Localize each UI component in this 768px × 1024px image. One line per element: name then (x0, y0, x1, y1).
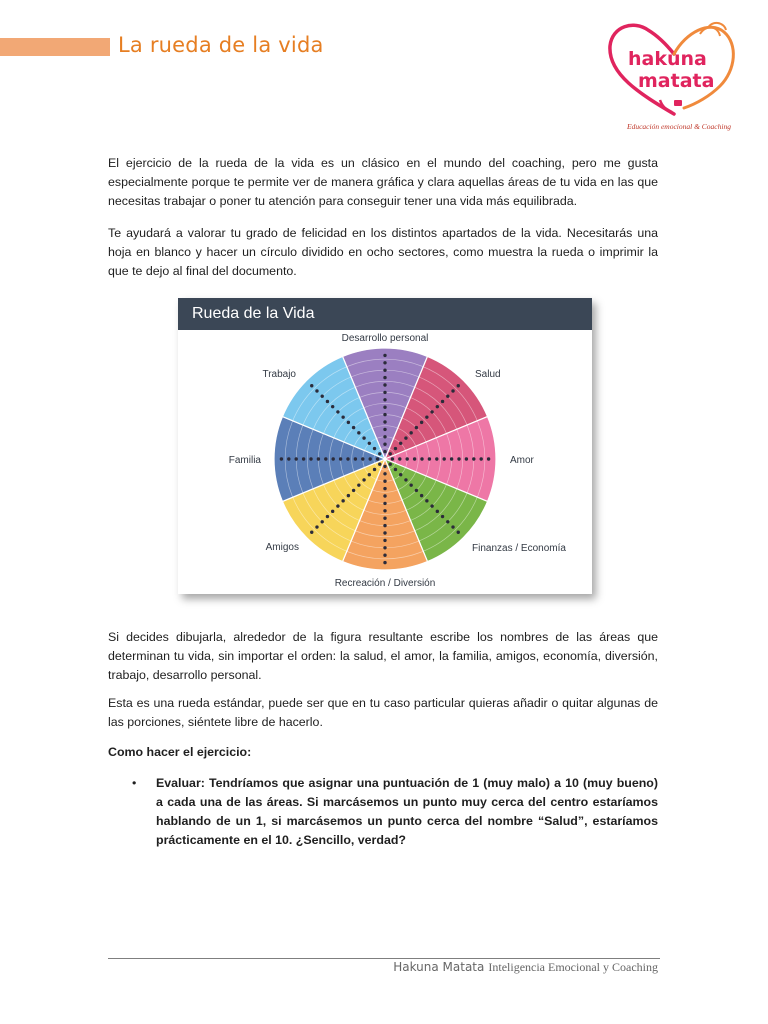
scale-dot (383, 443, 386, 446)
wheel-diagram (178, 330, 592, 594)
scale-dot (339, 457, 342, 460)
scale-dot (420, 494, 423, 497)
scale-dot (441, 400, 444, 403)
scale-dot (309, 457, 312, 460)
scale-dot (383, 531, 386, 534)
scale-dot (326, 400, 329, 403)
scale-dot (436, 405, 439, 408)
scale-dot (383, 398, 386, 401)
scale-dot (378, 452, 381, 455)
scale-dot (383, 369, 386, 372)
scale-dot (357, 431, 360, 434)
scale-dot (315, 389, 318, 392)
scale-dot (373, 447, 376, 450)
scale-dot (368, 473, 371, 476)
scale-dot (383, 391, 386, 394)
scale-dot (457, 384, 460, 387)
scale-dot (383, 480, 386, 483)
scale-dot (383, 361, 386, 364)
scale-dot (398, 457, 401, 460)
scale-dot (383, 487, 386, 490)
figure-title: Rueda de la Vida (178, 298, 592, 330)
scale-dot (332, 457, 335, 460)
scale-dot (352, 426, 355, 429)
section-heading: Como hacer el ejercicio: (108, 745, 252, 759)
scale-dot (430, 504, 433, 507)
scale-dot (346, 457, 349, 460)
scale-dot (280, 457, 283, 460)
scale-dot (383, 561, 386, 564)
scale-dot (378, 463, 381, 466)
scale-dot (321, 395, 324, 398)
scale-dot (373, 468, 376, 471)
scale-dot (352, 489, 355, 492)
scale-dot (287, 457, 290, 460)
scale-dot (331, 405, 334, 408)
scale-dot (428, 457, 431, 460)
scale-dot (383, 546, 386, 549)
scale-dot (415, 489, 418, 492)
scale-dot (420, 457, 423, 460)
scale-dot (383, 509, 386, 512)
logo-word-1: hakuna (628, 48, 707, 70)
header-accent-bar (0, 38, 110, 56)
scale-dot (341, 499, 344, 502)
scale-dot (399, 473, 402, 476)
scale-dot (420, 421, 423, 424)
scale-dot (383, 428, 386, 431)
scale-dot (436, 510, 439, 513)
scale-dot (383, 354, 386, 357)
hakuna-matata-logo (600, 14, 748, 140)
scale-dot (310, 531, 313, 534)
scale-dot (383, 517, 386, 520)
scale-dot (389, 463, 392, 466)
scale-dot (383, 435, 386, 438)
scale-dot (295, 457, 298, 460)
scale-dot (347, 421, 350, 424)
wheel-of-life-figure (178, 298, 592, 594)
footer-brand: Hakuna Matata (393, 960, 485, 974)
scale-dot (383, 413, 386, 416)
scale-dot (450, 457, 453, 460)
scale-dot (451, 389, 454, 392)
sector-label: Desarrollo personal (341, 333, 429, 344)
scale-dot (443, 457, 446, 460)
scale-dot (336, 410, 339, 413)
scale-dot (310, 384, 313, 387)
logo-word-2: matata (638, 70, 715, 92)
scale-dot (347, 494, 350, 497)
scale-dot (465, 457, 468, 460)
scale-dot (362, 478, 365, 481)
sector-label: Salud (475, 369, 501, 380)
scale-dot (399, 442, 402, 445)
scale-dot (389, 452, 392, 455)
list-item (108, 774, 658, 850)
sector-label: Amor (510, 455, 534, 466)
scale-dot (487, 457, 490, 460)
scale-dot (425, 415, 428, 418)
scale-dot (383, 539, 386, 542)
logo-subtitle: Educación emocional & Coaching (627, 122, 731, 131)
scale-dot (331, 510, 334, 513)
scale-dot (324, 457, 327, 460)
instructions-list (108, 774, 658, 850)
scale-dot (341, 415, 344, 418)
scale-dot (383, 465, 386, 468)
scale-dot (383, 450, 386, 453)
scale-dot (383, 406, 386, 409)
scale-dot (383, 524, 386, 527)
scale-dot (391, 457, 394, 460)
scale-dot (354, 457, 357, 460)
scale-dot (326, 515, 329, 518)
scale-dot (315, 525, 318, 528)
scale-dot (383, 420, 386, 423)
scale-dot (383, 502, 386, 505)
scale-dot (446, 520, 449, 523)
scale-dot (457, 531, 460, 534)
scale-dot (362, 436, 365, 439)
scale-dot (480, 457, 483, 460)
scale-dot (409, 431, 412, 434)
paragraph-intro: El ejercicio de la rueda de la vida es un clásico en el mundo del coaching, pero me gusta especialmente porque te permite ver de manera gráfica y clara aquellas áreas de tu vida en las que necesitas trabajar o poner tu atención para conseguir tener una vida más equilibrada. (108, 156, 658, 208)
paragraph-standard: Esta es una rueda estándar, puede ser que en tu caso particular quieras añadir o quitar algunas de las porciones, siéntete libre de hacerlo. (108, 696, 658, 729)
scale-dot (321, 520, 324, 523)
paragraph-draw: Si decides dibujarla, alrededor de la figura resultante escribe los nombres de las áreas que determinan tu vida, sin importar el orden: la salud, el amor, la familia, amigos, economía, diversión, trabajo, desarrollo personal. (108, 630, 658, 682)
scale-dot (472, 457, 475, 460)
scale-dot (441, 515, 444, 518)
page-title: La rueda de la vida (118, 33, 324, 57)
sector-label: Finanzas / Economía (472, 543, 566, 554)
scale-dot (425, 499, 428, 502)
scale-dot (435, 457, 438, 460)
scale-dot (406, 457, 409, 460)
scale-dot (336, 504, 339, 507)
scale-dot (383, 554, 386, 557)
bullet-marker: • (132, 776, 137, 790)
scale-dot (394, 447, 397, 450)
scale-dot (361, 457, 364, 460)
scale-dot (357, 483, 360, 486)
scale-dot (404, 478, 407, 481)
scale-dot (394, 468, 397, 471)
scale-dot (369, 457, 372, 460)
scale-dot (409, 483, 412, 486)
scale-dot (446, 395, 449, 398)
page-footer (393, 960, 658, 975)
scale-dot (383, 494, 386, 497)
scale-dot (383, 383, 386, 386)
scale-dot (430, 410, 433, 413)
scale-dot (317, 457, 320, 460)
sector-label: Amigos (265, 542, 299, 553)
scale-dot (415, 426, 418, 429)
scale-dot (451, 525, 454, 528)
paragraph-instructions: Te ayudará a valorar tu grado de felicidad en los distintos apartados de la vida. Necesitarás una hoja en blanco y hacer un círculo dividido en ocho sectores, como muestra la rueda o imprimir la que te dejo al final del documento. (108, 226, 658, 278)
scale-dot (457, 457, 460, 460)
scale-dot (413, 457, 416, 460)
scale-dot (302, 457, 305, 460)
list-item-term: Evaluar: (156, 776, 205, 790)
scale-dot (368, 442, 371, 445)
scale-dot (383, 376, 386, 379)
scale-dot (383, 472, 386, 475)
scale-dot (376, 457, 379, 460)
scale-dot (404, 436, 407, 439)
footer-tagline: Inteligencia Emocional y Coaching (488, 960, 658, 974)
sector-label: Trabajo (262, 369, 296, 380)
sector-label: Familia (228, 455, 261, 466)
footer-divider (108, 958, 660, 959)
list-item-text: Tendríamos que asignar una puntuación de 1 (muy malo) a 10 (muy bueno) a cada una de las áreas. Si marcásemos un punto muy cerca del centro estaríamos hablando de un 1, si marcásemos un punto cerca del nombre “Salud”, estaríamos prácticamente en el 10. ¿Sencillo, verdad? (156, 776, 658, 847)
sector-label: Recreación / Diversión (334, 578, 436, 589)
